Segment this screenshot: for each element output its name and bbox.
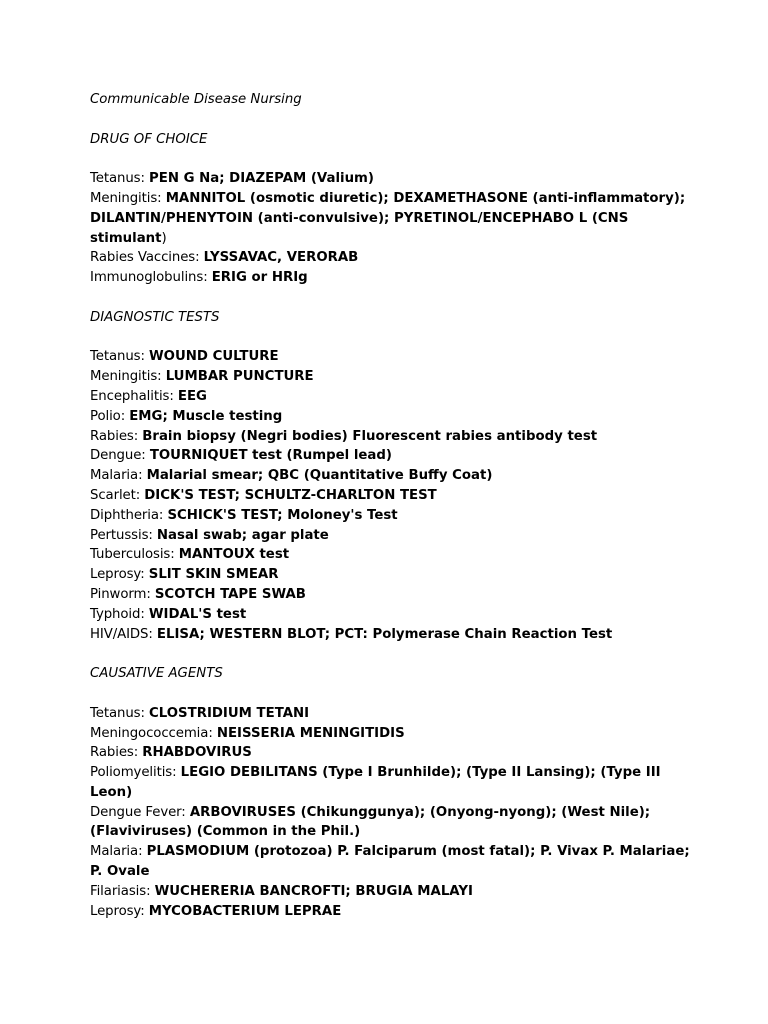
item-value: WUCHERERIA BANCROFTI; BRUGIA MALAYI — [154, 883, 473, 899]
list-item — [90, 902, 690, 922]
item-label: Tetanus: — [90, 349, 149, 365]
item-label: Pertussis: — [90, 527, 157, 543]
section-title: DIAGNOSTIC TESTS — [90, 309, 220, 325]
item-label: Tetanus: — [90, 705, 149, 721]
item-label: Malaria: — [90, 844, 147, 860]
list-item — [90, 724, 690, 744]
item-label: Rabies Vaccines: — [90, 250, 204, 266]
item-tail: ) — [161, 230, 167, 246]
item-label: Malaria: — [90, 468, 147, 484]
item-label: Leprosy: — [90, 567, 149, 583]
item-label: Dengue Fever: — [90, 804, 190, 820]
list-item — [90, 387, 690, 407]
item-label: Dengue: — [90, 448, 150, 464]
item-value: MYCOBACTERIUM LEPRAE — [148, 903, 342, 919]
list-item — [90, 605, 690, 625]
list-item — [90, 526, 690, 546]
item-label: Meningitis: — [90, 369, 166, 385]
item-value: Brain biopsy (Negri bodies) Fluorescent rabies antibody test — [142, 428, 598, 444]
item-label: Meningococcemia: — [90, 725, 217, 741]
item-label: Poliomyelitis: — [90, 765, 181, 781]
list-item — [90, 427, 690, 447]
item-value: LEGIO DEBILITANS (Type I Brunhilde); (Type II Lansing); (Type III Leon) — [90, 765, 661, 800]
item-value: EEG — [177, 388, 207, 404]
document-page — [90, 90, 690, 921]
list-item — [90, 882, 690, 902]
list-item — [90, 842, 690, 882]
item-label: Meningitis: — [90, 190, 166, 206]
item-value: SLIT SKIN SMEAR — [148, 567, 279, 583]
section-causative-agents — [90, 664, 690, 921]
item-label: Polio: — [90, 408, 130, 424]
list-item — [90, 446, 690, 466]
item-label: Leprosy: — [90, 903, 149, 919]
list-item — [90, 625, 690, 645]
item-value: SCOTCH TAPE SWAB — [154, 586, 306, 602]
item-value: ERIG or HRIg — [211, 270, 308, 286]
list-item — [90, 803, 690, 843]
item-label: Scarlet: — [90, 487, 145, 503]
item-label: Tuberculosis: — [90, 547, 179, 563]
item-label: Tetanus: — [90, 171, 149, 187]
item-value: WIDAL'S test — [148, 606, 247, 622]
item-value: PEN G Na; DIAZEPAM (Valium) — [149, 171, 374, 187]
list-item — [90, 248, 690, 268]
item-value: SCHICK'S TEST; Moloney's Test — [167, 507, 398, 523]
item-value: Nasal swab; agar plate — [156, 527, 329, 543]
list-item — [90, 743, 690, 763]
item-value: MANTOUX test — [178, 547, 290, 563]
section-title: DRUG OF CHOICE — [90, 131, 208, 147]
list-item — [90, 704, 690, 724]
list-item — [90, 268, 690, 288]
item-label: Rabies: — [90, 428, 143, 444]
item-value: EMG; Muscle testing — [129, 408, 283, 424]
item-value: LUMBAR PUNCTURE — [165, 369, 314, 385]
list-item — [90, 466, 690, 486]
item-value: RHABDOVIRUS — [142, 745, 252, 761]
item-value: ARBOVIRUSES (Chikunggunya); (Onyong-nyong); (West Nile); (Flaviviruses) (Common in the Phil.) — [90, 804, 651, 840]
document-title: Communicable Disease Nursing — [90, 92, 302, 107]
item-label: Encephalitis: — [90, 388, 178, 404]
item-label: Typhoid: — [90, 606, 149, 622]
section-diagnostic-tests — [90, 308, 690, 645]
item-label: Rabies: — [90, 745, 143, 761]
list-item — [90, 189, 690, 248]
item-label: Filariasis: — [90, 883, 155, 899]
list-item — [90, 347, 690, 367]
list-item — [90, 565, 690, 585]
item-value: CLOSTRIDIUM TETANI — [149, 705, 310, 721]
list-item — [90, 407, 690, 427]
item-value: NEISSERIA MENINGITIDIS — [216, 725, 405, 741]
item-value: ELISA; WESTERN BLOT; PCT: Polymerase Chain Reaction Test — [156, 626, 613, 642]
list-item — [90, 486, 690, 506]
item-value: TOURNIQUET test (Rumpel lead) — [149, 448, 392, 464]
item-value: LYSSAVAC, VERORAB — [203, 250, 359, 266]
item-value: MANNITOL (osmotic diuretic); DEXAMETHASONE (anti-inflammatory); DILANTIN/PHENYTOIN (anti-convulsive); PYRETINOL/ENCEPHABO L (CNS stimulant — [90, 190, 686, 246]
item-value: WOUND CULTURE — [149, 349, 279, 365]
item-value: PLASMODIUM (protozoa) P. Falciparum (most fatal); P. Vivax P. Malariae; P. Ovale — [90, 844, 690, 880]
item-value: Malarial smear; QBC (Quantitative Buffy Coat) — [146, 468, 493, 484]
list-item — [90, 545, 690, 565]
list-item — [90, 367, 690, 387]
item-label: Diphtheria: — [90, 507, 168, 523]
item-value: DICK'S TEST; SCHULTZ-CHARLTON TEST — [144, 487, 437, 503]
list-item — [90, 585, 690, 605]
spacer — [90, 110, 690, 130]
section-drug-of-choice — [90, 130, 690, 288]
item-label: Immunoglobulins: — [90, 270, 212, 286]
list-item — [90, 763, 690, 803]
list-item — [90, 506, 690, 526]
item-label: Pinworm: — [90, 586, 155, 602]
section-title: CAUSATIVE AGENTS — [90, 666, 223, 682]
list-item — [90, 169, 690, 189]
item-label: HIV/AIDS: — [90, 626, 157, 642]
